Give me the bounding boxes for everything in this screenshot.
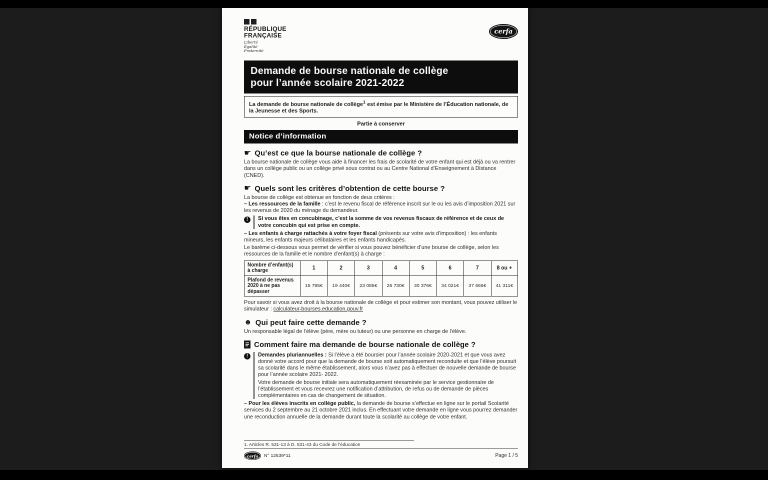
simulator-note: Pour savoir si vous avez droit à la bourse nationale de collège et pour estimer son montant, vous pouvez utiliser le simulateur : calculateur-bourses.education.gouv.fr <box>244 299 518 313</box>
table-row: Plafond de revenus 2020 à ne pas dépasser 15 795€ 19 440€ 23 085€ 26 730€ 30 376€ 34 021€ 37 666€ 41 311€ <box>244 276 518 297</box>
table-header-children: Nombre d’enfant(s) à charge <box>244 261 300 276</box>
section-who-title: Qui peut faire cette demande ? <box>255 318 367 327</box>
section-criteria-title: Quels sont les critères d’obtention de cette bourse ? <box>254 184 445 193</box>
keep-part-label: Partie à conserver <box>357 121 405 128</box>
french-flag-icon <box>244 19 286 25</box>
bareme-table <box>244 260 518 296</box>
public-college-paragraph: – Pour les élèves inscrits en collège public, la demande de bourse s’effectue en ligne sur le portail Scolarité services du 2 septembre au 21 octobre 2021 inclus. En effectuant votre demande en ligne vous pourrez demander une reconduction annuelle de la demande durant toute la scolarité au collège de votre enfant. <box>244 400 518 420</box>
initial-request-paragraph: Votre demande de bourse initiale sera automatiquement réexaminée par le service gestionnaire de l’établissement et vous recevrez une notification d’attribution, de refus ou de demande de pièces complémentaires en cas de changement de situation. <box>258 379 494 399</box>
table-header-ceiling: Plafond de revenus 2020 à ne pas dépasser <box>244 276 300 297</box>
page-content <box>222 8 528 468</box>
section-what-title: Qu’est ce que la bourse nationale de collège ? <box>254 149 423 158</box>
logo-motto: Liberté Égalité Fraternité <box>244 40 264 53</box>
document-page <box>222 8 528 468</box>
section-how-title: Comment faire ma demande de bourse nationale de collège ? <box>254 340 476 349</box>
page-footer <box>244 441 518 461</box>
simulator-link[interactable]: calculateur-bourses.education.gouv.fr <box>273 306 364 313</box>
republique-francaise-logo <box>244 19 286 53</box>
pointing-hand-icon: ☛ <box>244 184 252 193</box>
concubinage-note-text: Si vous êtes en concubinage, c’est la somme de vos revenus fiscaux de référence et de ceux de votre concubin qui est prise en compte. <box>258 215 505 229</box>
section-what-body: La bourse nationale de collège vous aide à financer les frais de scolarité de votre enfant qui est déjà ou va rentrer dans un collège public ou un collège privé sous contrat ou au Centre National d’Enseignement à Distance (CNED). <box>244 159 516 179</box>
cerfa-number: N° 12539*11 <box>264 453 291 459</box>
person-icon: ☻ <box>244 318 252 327</box>
section-who-heading <box>244 318 518 327</box>
form-title-line2: pour l’année scolaire 2021-2022 <box>250 77 405 89</box>
cerfa-logo-icon: cerfa <box>244 452 261 461</box>
notice-title: Notice d’information <box>244 130 518 144</box>
footnote-text: 1. Articles R. 531-13 à D. 531-43 du Code de l’éducation <box>244 442 361 447</box>
form-title-line1: Demande de bourse nationale de collège <box>250 65 449 77</box>
criteria-intro: La bourse de collège est obtenue en fonction de deux critères : <box>244 194 395 201</box>
logo-line1: RÉPUBLIQUE <box>244 25 287 33</box>
section-what-heading <box>244 149 518 158</box>
concubinage-note <box>244 216 518 229</box>
section-criteria-heading <box>244 184 518 193</box>
criteria-item-resources: – Les ressources de la famille : c’est le revenu fiscal de référence inscrit sur le ou les avis d’imposition 2021 sur les revenus de 2020 du ménage du demandeur. <box>244 200 516 214</box>
criteria-item-children: – Les enfants à charge rattachés à votre foyer fiscal (présents sur votre avis d’imposition) : les enfants mineurs, les enfants majeurs célibataires et les enfants handicapés. <box>244 230 497 243</box>
bareme-intro: Le barème ci-dessous vous permet de vérifier si vous pouvez bénéficier d’une bourse de collège, selon les ressources de la famille et le nombre d’enfant(s) à charge : <box>244 244 499 258</box>
form-title <box>244 60 518 93</box>
page-number: Page 1 / 5 <box>495 453 518 459</box>
pointing-hand-icon: ☛ <box>244 148 252 158</box>
footnote-marker: 1 <box>363 99 366 105</box>
pluriannual-paragraph: Demandes pluriannuelles : Si l’élève a été boursier pour l’année scolaire 2020-2021 et que vous avez donné votre accord pour que la demande de bourse soit automatiquement reconduite et que l’élève poursuit sa scolarité dans le même établissement, alors vous n’avez pas à effectuer de nouvelle demande de bourse pour l’année scolaire 2021- 2022. <box>258 351 517 378</box>
section-who-body: Un responsable légal de l’élève (père, mère ou tuteur) ou une personne en charge de l’élève. <box>244 328 467 335</box>
footer-separator <box>244 449 518 450</box>
issuer-note: La demande de bourse nationale de collège$^1$ est émise par le Ministère de l’Éducation nationale, de la Jeunesse et des Sports. <box>244 96 518 118</box>
logo-line2: FRANÇAISE <box>244 32 282 39</box>
alert-icon: ! <box>244 353 251 360</box>
footnote-separator <box>244 441 414 442</box>
table-row: Nombre d’enfant(s) à charge 1 2 3 4 5 6 7 8 ou + <box>244 261 518 276</box>
section-how-heading <box>244 340 518 349</box>
pluriannual-note <box>244 352 518 399</box>
alert-icon: ! <box>244 217 251 224</box>
document-icon <box>244 341 251 349</box>
cerfa-logo-icon: cerfa <box>489 24 518 39</box>
document-header <box>244 19 518 53</box>
